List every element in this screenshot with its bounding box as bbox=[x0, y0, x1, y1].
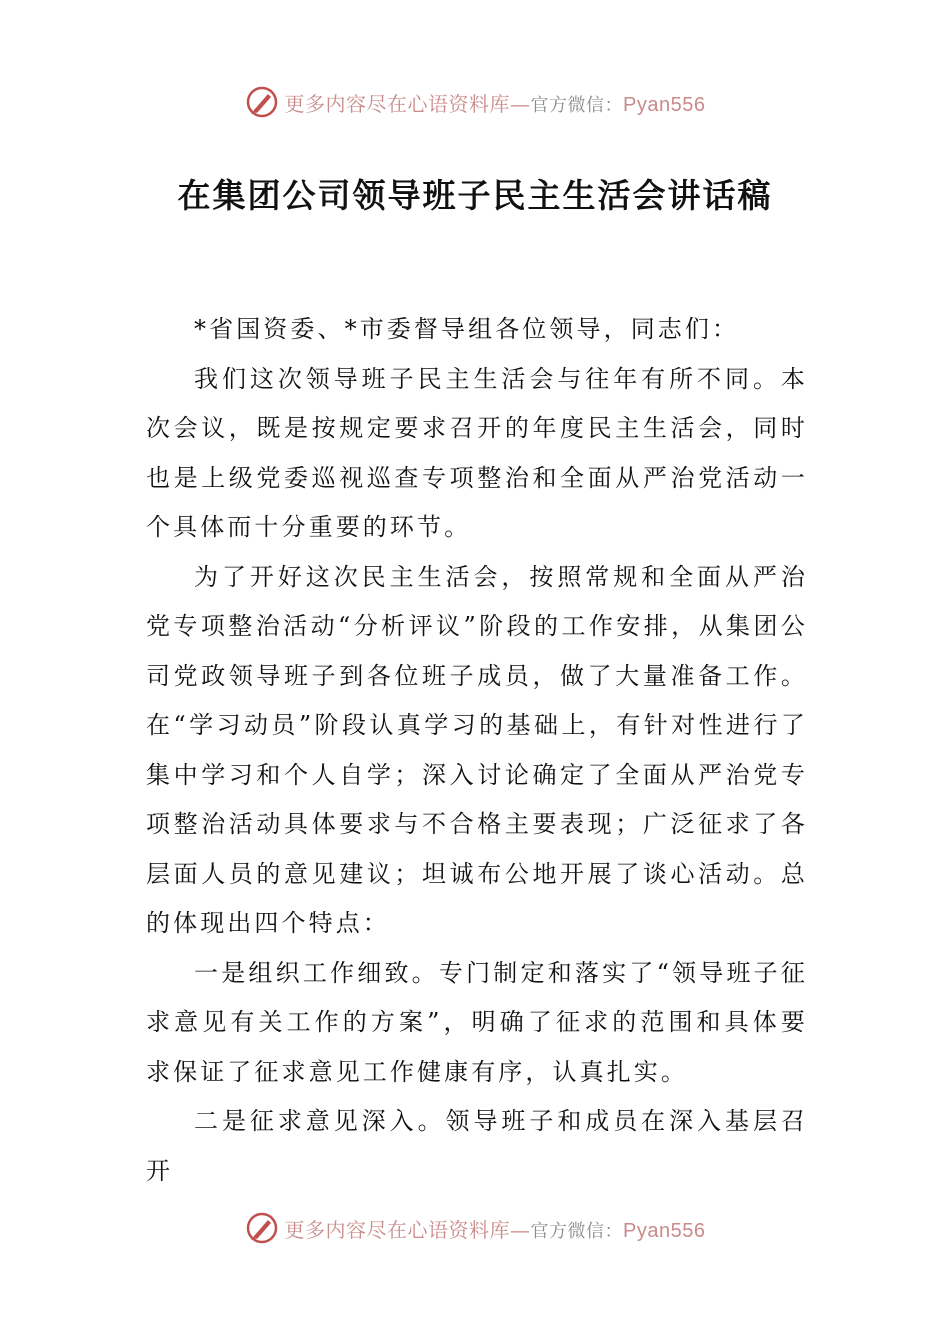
document-title: 在集团公司领导班子民主生活会讲话稿 bbox=[177, 176, 773, 215]
header-brand: 更多内容尽在心语资料库 bbox=[284, 91, 511, 116]
header-wechat-id: Pyan556 bbox=[623, 93, 706, 116]
footer-text bbox=[285, 1214, 706, 1243]
header-banner bbox=[0, 82, 950, 122]
footer-wechat-label: 官方微信： bbox=[530, 1220, 624, 1242]
footer-dash: — bbox=[510, 1217, 531, 1242]
header-text bbox=[285, 88, 706, 117]
pen-logo-icon bbox=[245, 85, 279, 119]
pen-logo-icon bbox=[245, 1211, 279, 1245]
header-wechat-label: 官方微信： bbox=[530, 94, 624, 116]
document-body bbox=[146, 305, 808, 1196]
paragraph: 一是组织工作细致。专门制定和落实了“领导班子征求意见有关工作的方案”，明确了征求的范围和具体要求保证了征求意见工作健康有序，认真扎实。 bbox=[146, 958, 808, 1086]
footer-wechat-id: Pyan556 bbox=[623, 1219, 706, 1242]
footer-banner bbox=[0, 1208, 950, 1248]
paragraph: 二是征求意见深入。领导班子和成员在深入基层召开 bbox=[146, 1107, 808, 1185]
paragraph: 我们这次领导班子民主生活会与往年有所不同。本次会议，既是按规定要求召开的年度民主生活会，同时也是上级党委巡视巡查专项整治和全面从严治党活动一个具体而十分重要的环节。 bbox=[146, 364, 808, 541]
header-dash: — bbox=[510, 91, 531, 116]
footer-brand: 更多内容尽在心语资料库 bbox=[284, 1217, 511, 1242]
paragraph: 为了开好这次民主生活会，按照常规和全面从严治党专项整治活动“分析评议”阶段的工作安排，从集团公司党政领导班子到各位班子成员，做了大量准备工作。在“学习动员”阶段认真学习的基础上，有针对性进行了集中学习和个人自学；深入讨论确定了全面从严治党专项整治活动具体要求与不合格主要表现；广泛征求了各层面人员的意见建议；坦诚布公地开展了谈心活动。总的体现出四个特点： bbox=[146, 562, 808, 937]
paragraph: *省国资委、*市委督导组各位领导，同志们： bbox=[194, 315, 740, 343]
